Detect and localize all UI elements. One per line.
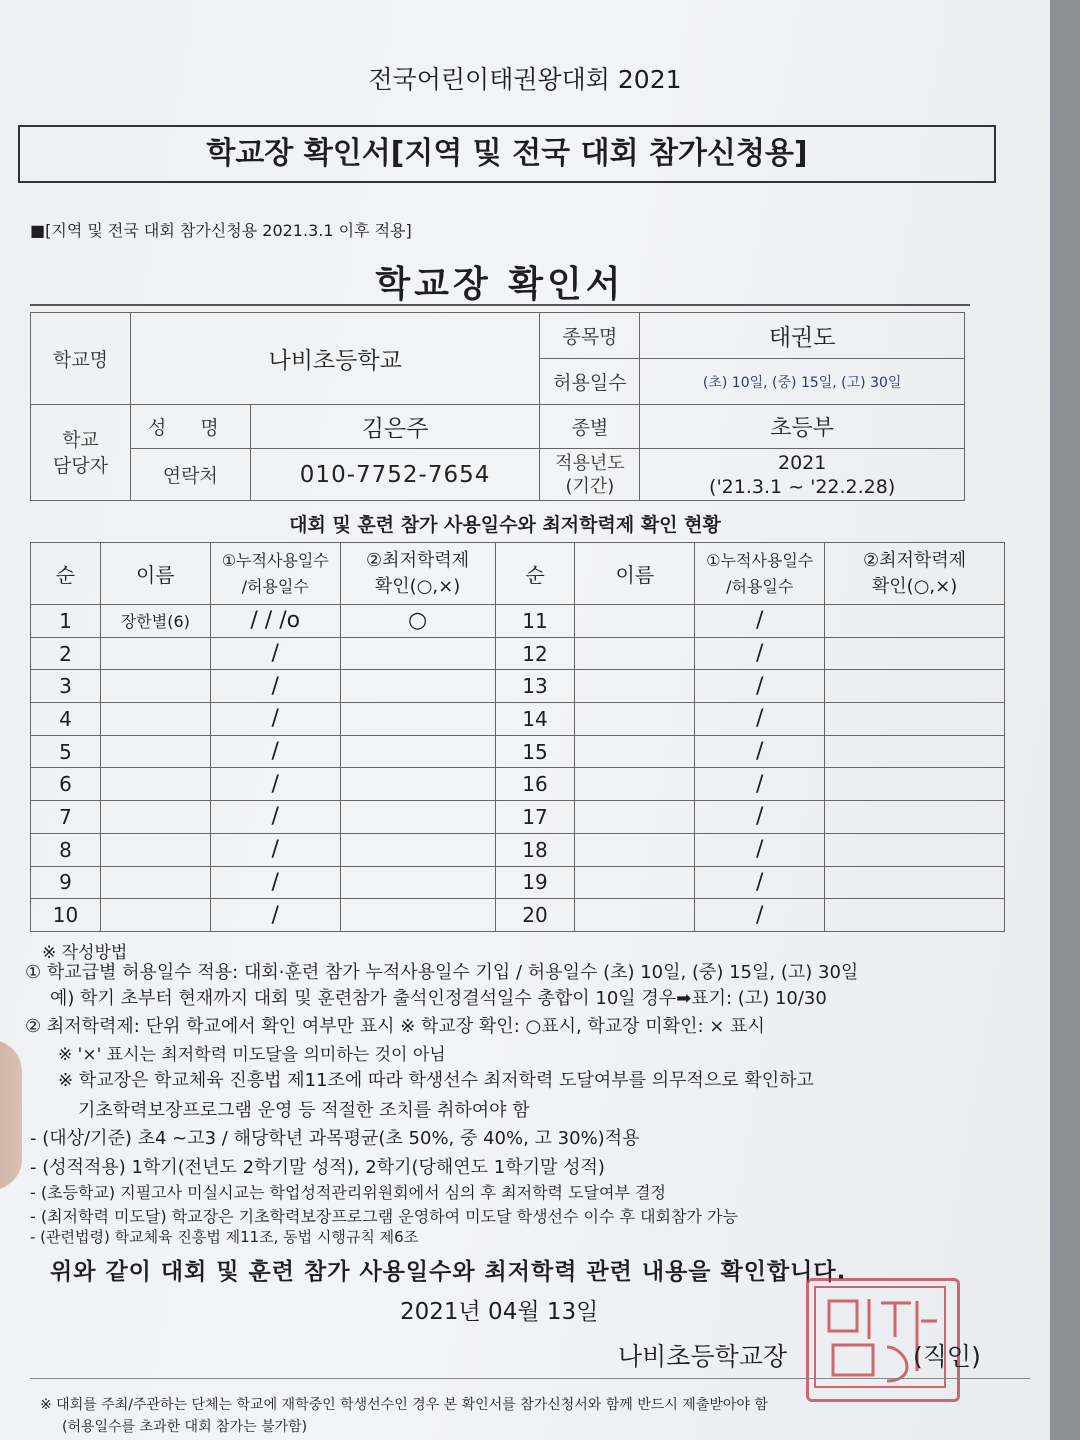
- academic-check-cell: [340, 801, 495, 834]
- student-name: [575, 768, 695, 801]
- usage-days-cell: / / /o: [210, 605, 340, 638]
- usage-days-cell: /: [210, 703, 340, 736]
- academic-check-cell: [340, 670, 495, 703]
- header-days: ①누적사용일수 /허용일수: [695, 543, 825, 605]
- student-name: [575, 833, 695, 866]
- row-number: 13: [495, 670, 575, 703]
- academic-check-cell: [340, 899, 495, 932]
- student-name: [100, 833, 210, 866]
- academic-check-cell: [340, 637, 495, 670]
- row-number: 15: [495, 735, 575, 768]
- usage-days-cell: /: [695, 703, 825, 736]
- academic-check-cell: [825, 801, 1005, 834]
- category-label: 종별: [540, 405, 640, 449]
- title-box: 학교장 확인서[지역 및 전국 대회 참가신청용]: [18, 125, 996, 183]
- school-label: 학교명: [31, 313, 131, 405]
- usage-days-cell: /: [210, 670, 340, 703]
- header-academic: ②최저학력제 확인(○,×): [340, 543, 495, 605]
- school-value: 나비초등학교: [130, 313, 540, 405]
- name-label: 성 명: [130, 405, 250, 449]
- instruction-line: ① 학교급별 허용일수 적용: 대회·훈련 참가 누적사용일수 기입 / 허용일수 (초) 10일, (중) 15일, (고) 30일: [25, 962, 859, 983]
- usage-days-cell: /: [210, 899, 340, 932]
- academic-check-cell: [340, 703, 495, 736]
- header-name: 이름: [575, 543, 695, 605]
- row-number: 18: [495, 833, 575, 866]
- row-number: 16: [495, 768, 575, 801]
- instruction-example: 예) 학기 초부터 현재까지 대회 및 훈련참가 출석인정결석일수 총합이 10일 경우➡표기: (고) 10/30: [50, 988, 827, 1009]
- footer-note-1: ※ 대회를 주최/주관하는 단체는 학교에 재학중인 학생선수인 경우 본 확인서를 참가신청서와 함께 반드시 제출받아야 함: [40, 1397, 768, 1413]
- table-row: [31, 768, 1005, 801]
- table-row: [31, 605, 1005, 638]
- row-number: 8: [31, 833, 101, 866]
- row-number: 9: [31, 866, 101, 899]
- allowed-days-label: 허용일수: [540, 359, 640, 405]
- usage-days-cell: /: [210, 866, 340, 899]
- academic-check-cell: [340, 866, 495, 899]
- sport-value: 태권도: [640, 313, 965, 359]
- usage-days-cell: /: [695, 833, 825, 866]
- student-name: [575, 605, 695, 638]
- principal-name: 나비초등학교장: [618, 1342, 788, 1371]
- row-number: 14: [495, 703, 575, 736]
- academic-check-cell: [825, 670, 1005, 703]
- form-title: 학교장 확인서: [375, 264, 625, 305]
- header-name: 이름: [100, 543, 210, 605]
- rule-line: - (관련법령) 학교체육 진흥법 제11조, 동법 시행규칙 제6조: [30, 1228, 419, 1246]
- footer-note-2: (허용일수를 초과한 대회 참가는 불가함): [62, 1419, 308, 1435]
- usage-days-cell: /: [695, 768, 825, 801]
- instruction-note: ※ 학교장은 학교체육 진흥법 제11조에 따라 학생선수 최저학력 도달여부를 의무적으로 확인하고: [58, 1070, 814, 1091]
- academic-check-cell: [825, 605, 1005, 638]
- seal-label: (직인): [913, 1342, 981, 1371]
- usage-table: [30, 542, 1005, 932]
- issue-date: 2021년 04월 13일: [400, 1299, 599, 1325]
- apply-note: ■[지역 및 전국 대회 참가신청용 2021.3.1 이후 적용]: [30, 221, 412, 240]
- info-table: [30, 312, 965, 501]
- row-number: 1: [31, 605, 101, 638]
- year-value: 2021 ('21.3.1 ~ '22.2.28): [640, 449, 965, 501]
- manager-label: 학교 담당자: [31, 405, 131, 501]
- contact-value: 010-7752-7654: [250, 449, 540, 501]
- student-name: [575, 801, 695, 834]
- student-name: [100, 670, 210, 703]
- instructions-heading: ※ 작성방법: [42, 943, 128, 963]
- academic-check-cell: [825, 833, 1005, 866]
- instruction-note: ※ '×' 표시는 최저학력 미도달을 의미하는 것이 아님: [58, 1045, 446, 1065]
- academic-check-cell: [340, 768, 495, 801]
- academic-check-cell: [825, 866, 1005, 899]
- sport-label: 종목명: [540, 313, 640, 359]
- academic-check-cell: [340, 833, 495, 866]
- usage-days-cell: /: [695, 735, 825, 768]
- row-number: 12: [495, 637, 575, 670]
- divider: [30, 1378, 1030, 1379]
- student-name: [100, 768, 210, 801]
- student-name: [100, 899, 210, 932]
- student-name: [100, 703, 210, 736]
- row-number: 5: [31, 735, 101, 768]
- event-header: 전국어린이태권왕대회 2021: [368, 65, 682, 94]
- row-number: 19: [495, 866, 575, 899]
- academic-check-cell: [340, 735, 495, 768]
- table-row: [31, 637, 1005, 670]
- finger-shadow: [0, 1040, 22, 1190]
- student-name: [100, 801, 210, 834]
- usage-days-cell: /: [695, 801, 825, 834]
- allowed-days-value: (초) 10일, (중) 15일, (고) 30일: [640, 359, 965, 405]
- usage-days-cell: /: [695, 605, 825, 638]
- table-row: [31, 735, 1005, 768]
- usage-days-cell: /: [695, 670, 825, 703]
- header-days: ①누적사용일수 /허용일수: [210, 543, 340, 605]
- year-label: 적용년도 (기간): [540, 449, 640, 501]
- table-row: [31, 670, 1005, 703]
- student-name: [575, 637, 695, 670]
- student-name: [100, 637, 210, 670]
- table-row: [31, 703, 1005, 736]
- row-number: 7: [31, 801, 101, 834]
- section-title: 대회 및 훈련 참가 사용일수와 최저학력제 확인 현황: [289, 514, 721, 536]
- academic-check-cell: [825, 637, 1005, 670]
- student-name: [575, 899, 695, 932]
- table-row: [31, 833, 1005, 866]
- usage-days-cell: /: [695, 899, 825, 932]
- rule-line: - (성적적용) 1학기(전년도 2학기말 성적), 2학기(당해연도 1학기말 성적): [30, 1157, 605, 1178]
- row-number: 4: [31, 703, 101, 736]
- instruction-line: ② 최저학력제: 단위 학교에서 확인 여부만 표시 ※ 학교장 확인: ○표시, 학교장 미확인: × 표시: [25, 1016, 765, 1037]
- row-number: 6: [31, 768, 101, 801]
- academic-check-cell: [825, 899, 1005, 932]
- instruction-note: 기초학력보장프로그램 운영 등 적절한 조치를 취하여야 함: [78, 1100, 530, 1121]
- rule-line: - (최저학력 미도달) 학교장은 기초학력보장프로그램 운영하여 미도달 학생선수 이수 후 대회참가 가능: [30, 1207, 738, 1226]
- usage-days-cell: /: [210, 735, 340, 768]
- rule-line: - (초등학교) 지필고사 미실시교는 학업성적관리위원회에서 심의 후 최저학력 도달여부 결정: [30, 1183, 666, 1202]
- usage-days-cell: /: [210, 637, 340, 670]
- principal-signature: [618, 1337, 981, 1373]
- row-number: 17: [495, 801, 575, 834]
- divider: [30, 304, 970, 306]
- row-number: 2: [31, 637, 101, 670]
- usage-days-cell: /: [210, 833, 340, 866]
- student-name: 장한별(6): [100, 605, 210, 638]
- student-name: [575, 866, 695, 899]
- row-number: 20: [495, 899, 575, 932]
- table-row: [31, 801, 1005, 834]
- category-value: 초등부: [640, 405, 965, 449]
- name-value: 김은주: [250, 405, 540, 449]
- confirm-statement: 위와 같이 대회 및 훈련 참가 사용일수와 최저학력 관련 내용을 확인합니다.: [50, 1259, 847, 1285]
- academic-check-cell: [825, 768, 1005, 801]
- contact-label: 연락처: [130, 449, 250, 501]
- student-name: [575, 703, 695, 736]
- academic-check-cell: [825, 703, 1005, 736]
- student-name: [575, 670, 695, 703]
- header-no: 순: [31, 543, 101, 605]
- row-number: 3: [31, 670, 101, 703]
- row-number: 10: [31, 899, 101, 932]
- table-row: [31, 899, 1005, 932]
- header-no: 순: [495, 543, 575, 605]
- table-row: [31, 866, 1005, 899]
- academic-check-cell: ○: [340, 605, 495, 638]
- academic-check-cell: [825, 735, 1005, 768]
- student-name: [575, 735, 695, 768]
- rule-line: - (대상/기준) 초4 ~고3 / 해당학년 과목평균(초 50%, 중 40%, 고 30%)적용: [30, 1128, 640, 1149]
- usage-days-cell: /: [695, 866, 825, 899]
- usage-days-cell: /: [210, 801, 340, 834]
- usage-days-cell: /: [695, 637, 825, 670]
- header-academic: ②최저학력제 확인(○,×): [825, 543, 1005, 605]
- student-name: [100, 866, 210, 899]
- usage-days-cell: /: [210, 768, 340, 801]
- student-name: [100, 735, 210, 768]
- row-number: 11: [495, 605, 575, 638]
